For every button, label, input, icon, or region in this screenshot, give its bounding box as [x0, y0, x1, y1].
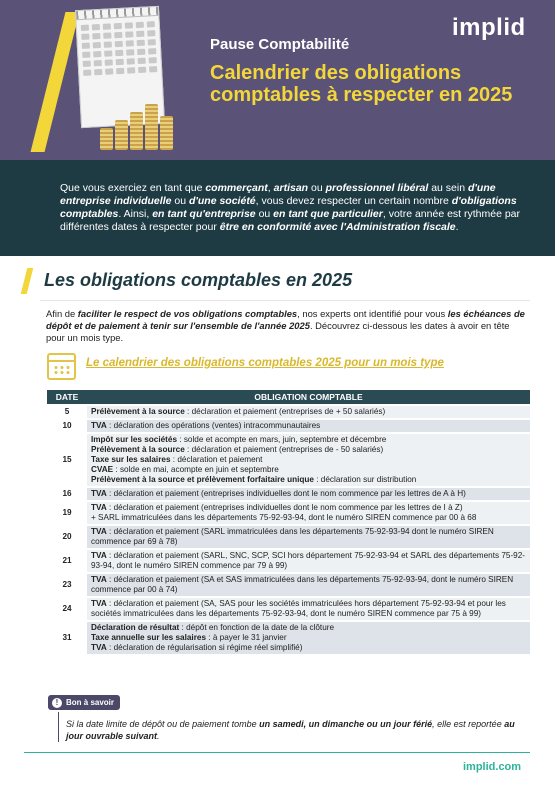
- obligation-line: [91, 643, 526, 653]
- obligation-detail: : déclaration et paiement (entreprises de + 50 salariés): [184, 407, 386, 416]
- website-link[interactable]: implid.com: [463, 761, 522, 773]
- obligation-detail: : solde en mai, acompte en juin et septembre: [113, 465, 279, 474]
- row-obligation: [87, 598, 530, 620]
- obligation-line: [91, 623, 526, 633]
- table-row: [47, 418, 530, 432]
- date-column-header: DATE: [55, 392, 79, 402]
- row-obligation: [87, 502, 530, 524]
- lead-paragraph: Afin de faciliter le respect de vos obligations comptables, nos experts ont identifié pour vous les échéances de dépôt et de paiement à tenir sur l'ensemble de l'année 2025. Découvrez ci-dessous les dates à avoir en tête pour un mois type.: [46, 308, 525, 343]
- obligation-line: [91, 503, 526, 513]
- obligation-detail: : déclaration et paiement (SARL, SNC, SCP, SCI hors département 75-92-93-94 et SARL des départements 75-92-93-94, dont le numéro SIREN commence par 79 à 99): [91, 551, 526, 570]
- obligation-column-header: OBLIGATION COMPTABLE: [254, 392, 363, 402]
- table-row: [47, 524, 530, 548]
- obligation-detail: : déclaration et paiement: [170, 455, 263, 464]
- obligation-line: [91, 435, 526, 445]
- table-row: [47, 486, 530, 500]
- obligation-term: TVA: [91, 421, 107, 430]
- accent-slash: [31, 12, 80, 152]
- row-obligation: [87, 434, 530, 486]
- footer-divider: [24, 752, 530, 753]
- table-row: [47, 500, 530, 524]
- obligation-term: Taxe annuelle sur les salaires: [91, 633, 206, 642]
- header-kicker: Pause Comptabilité: [210, 36, 350, 53]
- obligation-line: [91, 465, 526, 475]
- table-row: [47, 548, 530, 572]
- table-row: [47, 404, 530, 418]
- row-date: 21: [47, 550, 87, 572]
- row-date: 16: [47, 488, 87, 500]
- obligation-term: Prélèvement à la source et prélèvement forfaitaire unique: [91, 475, 314, 484]
- obligation-term: TVA: [91, 551, 107, 560]
- obligation-detail: : dépôt en fonction de la date de la clôture: [179, 623, 335, 632]
- intro-paragraph: Que vous exerciez en tant que commerçant, artisan ou professionnel libéral au sein d'une entreprise individuelle ou d'une société, vous devez respecter un certain nombre d'obligations comptables. Ainsi, en tant qu'entreprise ou en tant que particulier, votre année est rythmée par différentes dates à respecter pour être en conformité avec l'Administration fiscale.: [60, 182, 521, 233]
- obligation-detail: + SARL immatriculées dans les départements 75-92-93-94, dont le numéro SIREN commence par 00 à 68: [91, 513, 477, 522]
- row-obligation: [87, 574, 530, 596]
- obligation-term: TVA: [91, 503, 107, 512]
- obligation-line: [91, 445, 526, 455]
- row-date: 23: [47, 574, 87, 596]
- obligation-detail: : déclaration de régularisation si régime réel simplifié): [106, 643, 303, 652]
- obligation-term: CVAE: [91, 465, 114, 474]
- obligation-detail: : déclaration et paiement (SARL immatriculées dans les départements 75-92-93-94 dont le numéro SIREN commence par 69 à 78): [91, 527, 494, 546]
- obligation-term: TVA: [91, 527, 107, 536]
- obligation-term: Taxe sur les salaires: [91, 455, 171, 464]
- note-text: Si la date limite de dépôt ou de paiement tombe un samedi, un dimanche ou un jour férié, elle est reportée au jour ouvrable suivant.: [66, 719, 515, 741]
- table-row: [47, 572, 530, 596]
- table-subtitle: Le calendrier des obligations comptables 2025 pour un mois type: [86, 357, 444, 369]
- exclamation-icon: !: [52, 698, 62, 708]
- obligation-line: [91, 513, 526, 523]
- obligation-term: Impôt sur les sociétés: [91, 435, 178, 444]
- obligation-detail: : déclaration et paiement (entreprises de - 50 salariés): [184, 445, 384, 454]
- obligation-line: [91, 633, 526, 643]
- obligation-term: Prélèvement à la source: [91, 407, 185, 416]
- section-divider: [40, 300, 530, 301]
- good-to-know-badge: [48, 695, 120, 710]
- row-date: 20: [47, 526, 87, 548]
- row-date: 24: [47, 598, 87, 620]
- obligation-line: [91, 551, 526, 571]
- obligation-detail: : à payer le 31 janvier: [206, 633, 287, 642]
- intro-band: [0, 160, 555, 256]
- obligation-detail: : déclaration et paiement (entreprises individuelles dont le nom commence par les lettres de I à Z): [106, 503, 463, 512]
- obligation-detail: : déclaration et paiement (SA et SAS immatriculées dans les départements 75-92-93-94, dont le numéro SIREN commence par 00 à 74): [91, 575, 514, 594]
- obligation-term: TVA: [91, 599, 107, 608]
- header-banner: [0, 0, 555, 160]
- section-title: Les obligations comptables en 2025: [44, 270, 353, 290]
- coin-stacks-illustration: [100, 104, 173, 150]
- row-obligation: [87, 550, 530, 572]
- table-header: [47, 390, 530, 404]
- obligation-line: [91, 575, 526, 595]
- obligation-line: [91, 527, 526, 547]
- page-title: Calendrier des obligations comptables à respecter en 2025: [210, 62, 513, 106]
- obligation-line: [91, 407, 526, 417]
- obligation-detail: : déclaration sur distribution: [313, 475, 417, 484]
- obligation-term: TVA: [91, 575, 107, 584]
- obligation-detail: : déclaration et paiement (entreprises individuelles dont le nom commence par les lettres de A à H): [106, 489, 466, 498]
- row-date: 15: [47, 434, 87, 486]
- table-row: [47, 620, 530, 654]
- implid-logo: implid: [452, 14, 526, 41]
- calendar-icon: [47, 353, 76, 380]
- obligation-line: [91, 455, 526, 465]
- obligation-line: [91, 421, 526, 431]
- row-obligation: [87, 488, 530, 500]
- row-obligation: [87, 420, 530, 432]
- row-date: 5: [47, 406, 87, 418]
- section-accent-bar: [21, 268, 33, 294]
- table-row: [47, 596, 530, 620]
- table-row: [47, 432, 530, 486]
- row-date: 10: [47, 420, 87, 432]
- obligation-term: TVA: [91, 643, 107, 652]
- row-obligation: [87, 406, 530, 418]
- row-date: 31: [47, 622, 87, 654]
- row-obligation: [87, 622, 530, 654]
- badge-label: Bon à savoir: [66, 698, 115, 707]
- obligation-term: Prélèvement à la source: [91, 445, 185, 454]
- obligation-detail: : solde et acompte en mars, juin, septembre et décembre: [177, 435, 387, 444]
- obligation-term: Déclaration de résultat: [91, 623, 180, 632]
- note-accent-line: [58, 712, 59, 742]
- table-body: [47, 404, 530, 654]
- obligation-detail: : déclaration et paiement (SA, SAS pour les sociétés immatriculées hors département 75-92-93-94 et pour les sociétés immatriculées dans les départements 75-92-93-94, dont le numéro SIREN commence par 75 à 99): [91, 599, 506, 618]
- obligations-table: [47, 390, 530, 654]
- obligation-line: [91, 475, 526, 485]
- obligation-detail: : déclaration des opérations (ventes) intracommunautaires: [106, 421, 321, 430]
- obligation-line: [91, 489, 526, 499]
- row-obligation: [87, 526, 530, 548]
- row-date: 19: [47, 502, 87, 524]
- obligation-term: TVA: [91, 489, 107, 498]
- obligation-line: [91, 599, 526, 619]
